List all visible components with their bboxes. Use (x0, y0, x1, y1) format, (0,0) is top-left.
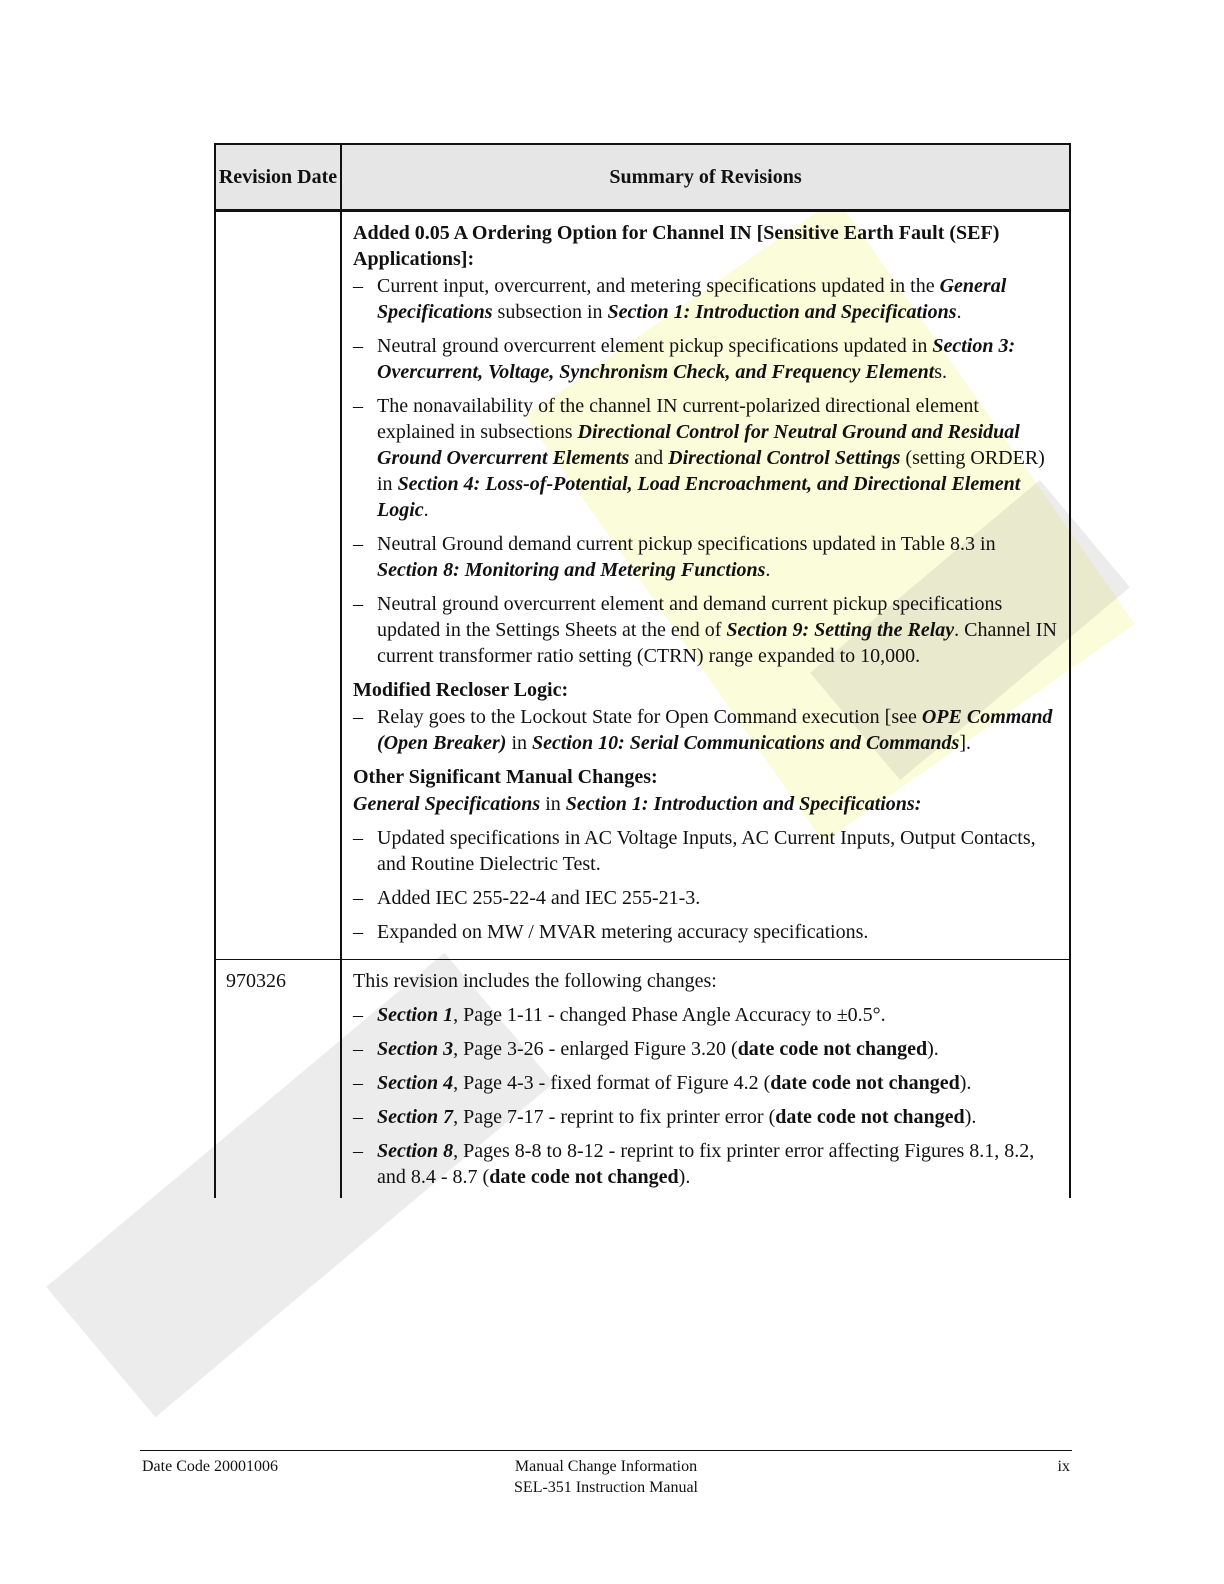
bullet-dash: – (353, 395, 363, 417)
bullet-dash: – (353, 921, 363, 943)
text-run: date code not changed (737, 1038, 928, 1060)
text-run: ). (959, 1072, 972, 1094)
list-item (353, 591, 1057, 669)
section-reference: Section 10: Serial Communications and Commands (532, 732, 960, 754)
text-run: Neutral ground overcurrent element and demand current pickup specifications updated in the Settings Sheets at the end of (377, 593, 1003, 641)
bullet-dash: – (353, 1106, 363, 1128)
section-reference: Section 4: Loss-of-Potential, Load Encroachment, and Directional Element Logic (377, 473, 1021, 521)
section-reference: Section 1 (377, 1004, 454, 1026)
table-row (215, 960, 1070, 1199)
text-run: Neutral Ground demand current pickup specifications updated in Table 8.3 in (377, 533, 996, 555)
bullet-dash: – (353, 706, 363, 728)
text-run: in (506, 732, 532, 754)
footer-manual-name: SEL-351 Instruction Manual (514, 1479, 698, 1496)
text-run: , Pages 8-8 to 8-12 - reprint to fix printer error affecting Figures 8.1, 8.2, and 8.4 - 8.7 ( (377, 1140, 1035, 1188)
section-reference: Section 7 (377, 1106, 454, 1128)
section-reference: Section 3: Overcurrent, Voltage, Synchronism Check, and Frequency Element (377, 335, 1016, 383)
list-item (353, 1002, 1057, 1028)
text-run: in (540, 793, 566, 815)
footer-divider (140, 1450, 1072, 1451)
section-reference: Section 1: Introduction and Specifications: (565, 793, 922, 815)
header-revision-date: Revision Date (215, 144, 341, 211)
text-run: , Page 7-17 - reprint to fix printer error ( (453, 1106, 776, 1128)
text-run: Neutral ground overcurrent element pickup specifications updated in (377, 335, 933, 357)
section-reference: Directional Control for Neutral Ground and Residual Ground Overcurrent Elements (377, 421, 1020, 469)
text-run: date code not changed (489, 1166, 679, 1188)
text-run: ). (964, 1106, 977, 1128)
bullet-dash: – (353, 827, 363, 849)
table-row (215, 211, 1070, 960)
revision-date-cell: 970326 (215, 960, 341, 1199)
text-run: date code not changed (770, 1072, 960, 1094)
section-reference: General Specifications (353, 793, 541, 815)
text-run: . (956, 301, 962, 323)
text-run: date code not changed (775, 1106, 965, 1128)
text-run: . Channel IN current transformer ratio setting (CTRN) range expanded to 10,000. (377, 619, 1057, 667)
text-run: , Page 1-11 - changed Phase Angle Accuracy to ±0.5°. (453, 1004, 886, 1026)
bullet-dash: – (353, 1004, 363, 1026)
text-run: Added IEC 255-22-4 and IEC 255-21-3. (377, 887, 701, 909)
table-header-row (215, 144, 1070, 211)
section-reference: Section 4 (377, 1072, 454, 1094)
summary-cell (341, 211, 1070, 960)
bullet-dash: – (353, 887, 363, 909)
section-heading (353, 220, 1057, 272)
text-run: Other Significant Manual Changes: (353, 766, 658, 788)
list-item (353, 1070, 1057, 1096)
bullet-dash: – (353, 1140, 363, 1162)
text-run: Modified Recloser Logic: (353, 679, 569, 701)
revision-table (214, 143, 1071, 1198)
section-reference: Section 8 (377, 1140, 454, 1162)
text-run: The nonavailability of the channel IN current-polarized directional element explained in subsections (377, 395, 979, 443)
section-reference: Section 9: Setting the Relay (726, 619, 955, 641)
text-run: ]. (959, 732, 971, 754)
list-item (353, 1138, 1057, 1190)
section-reference: Section 1: Introduction and Specifications (607, 301, 957, 323)
text-run: subsection in (492, 301, 608, 323)
list-item (353, 333, 1057, 385)
text-run: Updated specifications in AC Voltage Inputs, AC Current Inputs, Output Contacts, and Routine Dielectric Test. (377, 827, 1036, 875)
list-item (353, 919, 1057, 945)
footer-date-code: Date Code 20001006 (142, 1458, 278, 1475)
section-reference: Section 8: Monitoring and Metering Functions (377, 559, 766, 581)
list-item (353, 1104, 1057, 1130)
bullet-dash: – (353, 275, 363, 297)
section-reference: General Specifications (377, 275, 1007, 323)
list-item (353, 885, 1057, 911)
list-item (353, 1036, 1057, 1062)
text-run: and (629, 447, 669, 469)
section-heading (353, 677, 1057, 703)
text-run: . (423, 499, 429, 521)
list-item (353, 704, 1057, 756)
section-heading (353, 764, 1057, 790)
bullet-dash: – (353, 533, 363, 555)
text-run: Added 0.05 A Ordering Option for Channel IN [Sensitive Earth Fault (SEF) Applications]: (353, 222, 1000, 270)
text-run: ). (927, 1038, 939, 1060)
text-run: ). (678, 1166, 691, 1188)
text-run: s. (934, 361, 948, 383)
text-run: . (765, 559, 771, 581)
footer-page-number: ix (1057, 1458, 1070, 1475)
list-item (353, 531, 1057, 583)
footer-title: Manual Change Information (514, 1458, 698, 1475)
text-run: Relay goes to the Lockout State for Open Command execution [see (377, 706, 922, 728)
bullet-dash: – (353, 1072, 363, 1094)
text-run: , Page 4-3 - fixed format of Figure 4.2 ( (453, 1072, 771, 1094)
section-reference: Directional Control Settings (668, 447, 901, 469)
list-item (353, 273, 1057, 325)
text-run: Current input, overcurrent, and metering specifications updated in the (377, 275, 940, 297)
section-reference: OPE Command (Open Breaker) (377, 706, 1053, 754)
text-run: This revision includes the following changes: (353, 970, 717, 992)
text-run: (setting ORDER) in (377, 447, 1045, 495)
bullet-dash: – (353, 335, 363, 357)
paragraph (353, 968, 1057, 994)
summary-cell (341, 960, 1070, 1199)
list-item (353, 393, 1057, 523)
paragraph (353, 791, 1057, 817)
revision-date-cell (215, 211, 341, 960)
text-run: Expanded on MW / MVAR metering accuracy specifications. (377, 921, 869, 943)
section-reference: Section 3 (377, 1038, 454, 1060)
list-item (353, 825, 1057, 877)
footer-center (400, 1456, 812, 1498)
bullet-dash: – (353, 593, 363, 615)
header-summary-of-revisions: Summary of Revisions (341, 144, 1070, 211)
text-run: , Page 3-26 - enlarged Figure 3.20 ( (453, 1038, 738, 1060)
bullet-dash: – (353, 1038, 363, 1060)
